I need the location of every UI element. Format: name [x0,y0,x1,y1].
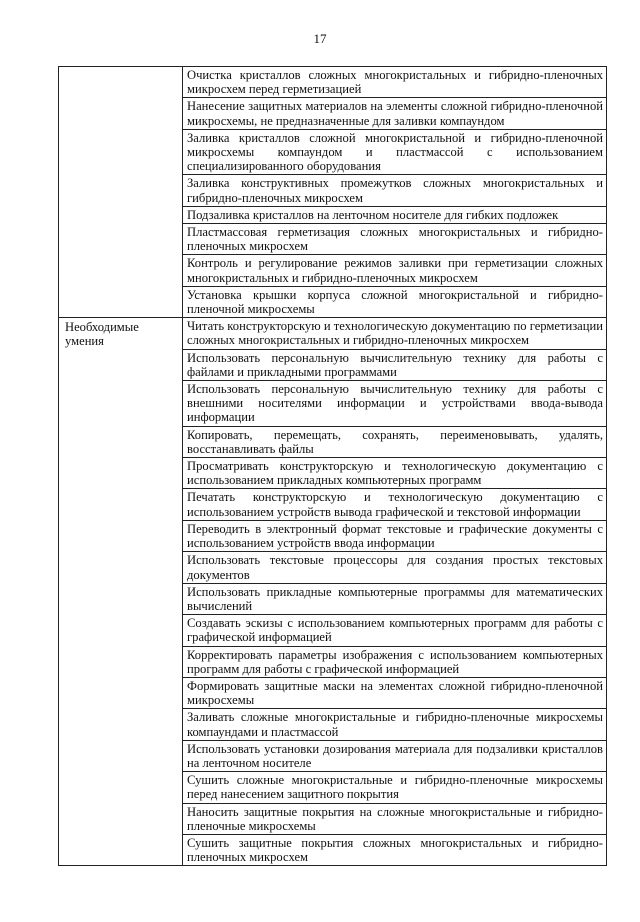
section-label [59,67,183,318]
table-row [59,318,607,349]
item-cell: Использовать текстовые процессоры для создания простых текстовых документов [183,552,607,583]
item-cell: Сушить защитные покрытия сложных многокристальных и гибридно-пленочных микросхем [183,834,607,865]
page-number: 17 [313,31,327,46]
requirements-table [58,66,607,866]
item-cell: Использовать прикладные компьютерные программы для математических вычислений [183,583,607,614]
item-cell: Использовать установки дозирования материала для подзаливки кристаллов на ленточном носителе [183,740,607,771]
section-label: Необходимые умения [59,318,183,866]
item-cell: Корректировать параметры изображения с использованием компьютерных программ для работы с графической информацией [183,646,607,677]
item-cell: Подзаливка кристаллов на ленточном носителе для гибких подложек [183,206,607,223]
item-cell: Печатать конструкторскую и технологическую документацию с использованием устройств вывода графической и текстовой информации [183,489,607,520]
item-cell: Контроль и регулирование режимов заливки при герметизации сложных многокристальных и гибридно-пленочных микросхем [183,255,607,286]
item-cell: Нанесение защитных материалов на элементы сложной гибридно-пленочной микросхемы, не предназначенные для заливки компаундом [183,98,607,129]
item-cell: Переводить в электронный формат текстовые и графические документы с использованием устройств ввода информации [183,520,607,551]
item-cell: Пластмассовая герметизация сложных многокристальных и гибридно-пленочных микросхем [183,224,607,255]
item-cell: Копировать, перемещать, сохранять, переименовывать, удалять, восстанавливать файлы [183,426,607,457]
item-cell: Использовать персональную вычислительную технику для работы с внешними носителями информации и устройствами ввода-вывода информации [183,381,607,427]
item-cell: Заливка конструктивных промежутков сложных многокристальных и гибридно-пленочных микросхем [183,175,607,206]
table-row [59,67,607,98]
item-cell: Заливка кристаллов сложной многокристальной и гибридно-пленочной микросхемы компаундом и пластмассой с использованием специализированного оборудования [183,129,607,175]
item-cell: Создавать эскизы с использованием компьютерных программ для работы с графической информацией [183,615,607,646]
item-cell: Формировать защитные маски на элементах сложной гибридно-пленочной микросхемы [183,677,607,708]
item-cell: Заливать сложные многокристальные и гибридно-пленочные микросхемы компаундами и пластмассой [183,709,607,740]
item-cell: Сушить сложные многокристальные и гибридно-пленочные микросхемы перед нанесением защитного покрытия [183,772,607,803]
item-cell: Читать конструкторскую и технологическую документацию по герметизации сложных многокристальных и гибридно-пленочных микросхем [183,318,607,349]
item-cell: Очистка кристаллов сложных многокристальных и гибридно-пленочных микросхем перед герметизацией [183,67,607,98]
table-body [59,67,607,866]
item-cell: Использовать персональную вычислительную технику для работы с файлами и прикладными программами [183,349,607,380]
item-cell: Просматривать конструкторскую и технологическую документацию с использованием прикладных компьютерных программ [183,458,607,489]
item-cell: Наносить защитные покрытия на сложные многокристальные и гибридно-пленочные микросхемы [183,803,607,834]
item-cell: Установка крышки корпуса сложной многокристальной и гибридно-пленочной микросхемы [183,286,607,317]
